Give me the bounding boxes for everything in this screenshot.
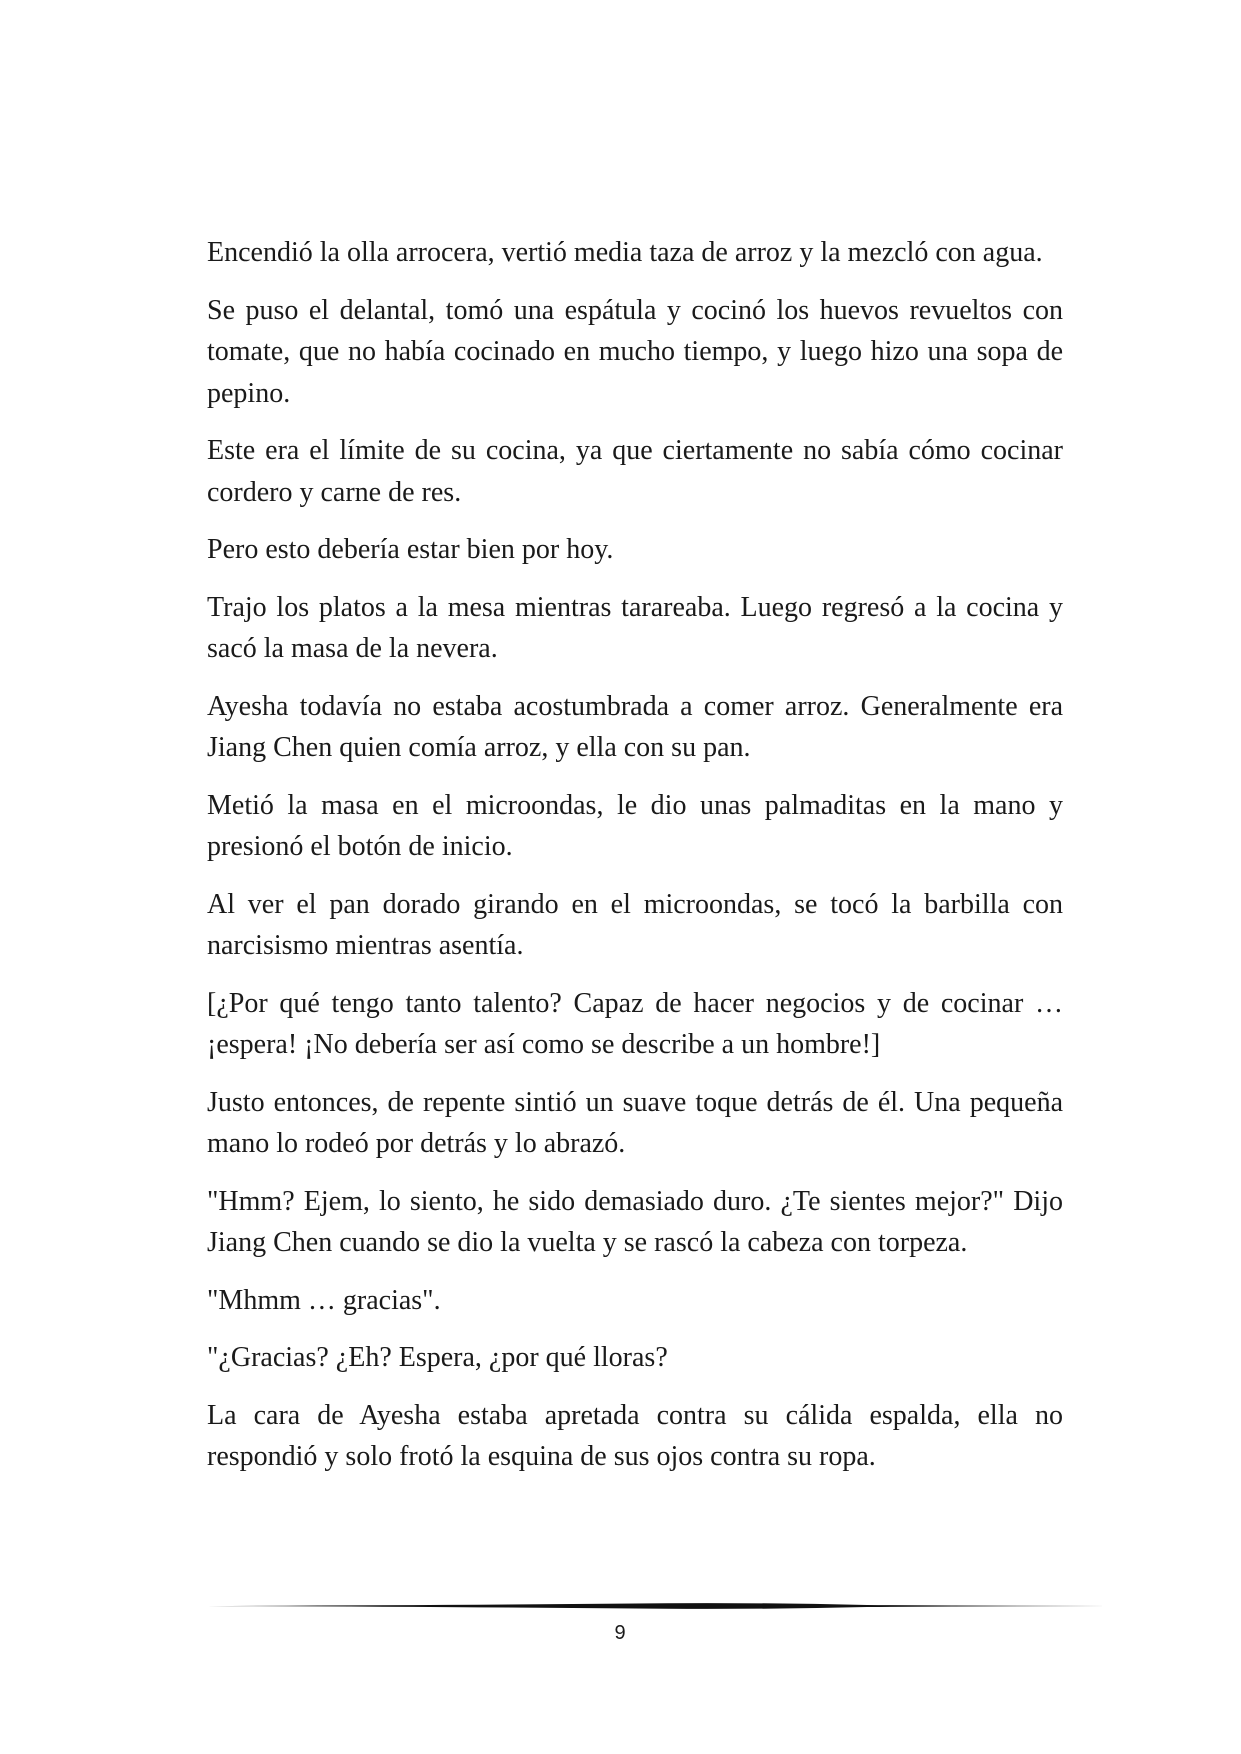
paragraph: Pero esto debería estar bien por hoy.	[207, 534, 614, 565]
paragraph: La cara de Ayesha estaba apretada contra su cálida espalda, ella no respondió y solo frotó la esquina de sus ojos contra su ropa.	[207, 1399, 1063, 1472]
page-number: 9	[614, 1622, 626, 1644]
paragraph: Este era el límite de su cocina, ya que ciertamente no sabía cómo cocinar cordero y carne de res.	[207, 435, 1063, 508]
body-text	[207, 232, 1063, 1494]
paragraph: Se puso el delantal, tomó una espátula y cocinó los huevos revueltos con tomate, que no había cocinado en mucho tiempo, y luego hizo una sopa de pepino.	[207, 294, 1063, 409]
paragraph: "Hmm? Ejem, lo siento, he sido demasiado duro. ¿Te sientes mejor?" Dijo Jiang Chen cuando se dio la vuelta y se rascó la cabeza con torpeza.	[207, 1185, 1063, 1258]
paragraph: Encendió la olla arrocera, vertió media taza de arroz y la mezcló con agua.	[207, 237, 1043, 268]
paragraph: Trajo los platos a la mesa mientras tarareaba. Luego regresó a la cocina y sacó la masa de la nevera.	[207, 591, 1063, 664]
paragraph: "¿Gracias? ¿Eh? Espera, ¿por qué lloras?	[207, 1342, 668, 1373]
paragraph: "Mhmm … gracias".	[207, 1284, 441, 1316]
paragraph: Ayesha todavía no estaba acostumbrada a comer arroz. Generalmente era Jiang Chen quien comía arroz, y ella con su pan.	[207, 690, 1063, 763]
paragraph: [¿Por qué tengo tanto talento? Capaz de hacer negocios y de cocinar … ¡espera! ¡No debería ser así como se describe a un hombre!]	[207, 987, 1063, 1060]
paragraph: Metió la masa en el microondas, le dio unas palmaditas en la mano y presionó el botón de inicio.	[207, 789, 1063, 862]
paragraph: Justo entonces, de repente sintió un suave toque detrás de él. Una pequeña mano lo rodeó por detrás y lo abrazó.	[207, 1086, 1063, 1159]
paragraph: Al ver el pan dorado girando en el microondas, se tocó la barbilla con narcisismo mientras asentía.	[207, 888, 1063, 961]
footer-divider	[207, 1601, 1107, 1611]
